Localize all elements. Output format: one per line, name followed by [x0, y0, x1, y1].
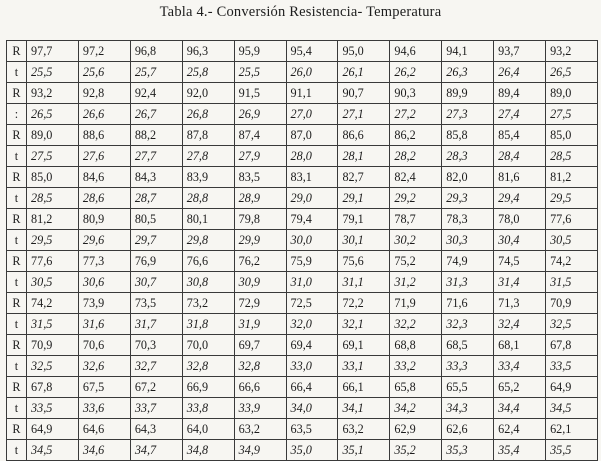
temperature-cell: 31,5 — [546, 272, 598, 293]
resistance-cell: 67,8 — [27, 377, 79, 398]
table-row — [7, 272, 598, 293]
row-label: R — [7, 167, 27, 188]
table-title: Tabla 4.- Conversión Resistencia- Temperatura — [159, 4, 442, 20]
resistance-cell: 89,0 — [27, 125, 79, 146]
row-label: R — [7, 293, 27, 314]
resistance-cell: 72,5 — [286, 293, 338, 314]
resistance-cell: 79,1 — [338, 209, 390, 230]
resistance-cell: 78,3 — [442, 209, 494, 230]
resistance-cell: 89,4 — [494, 83, 546, 104]
resistance-cell: 63,2 — [338, 419, 390, 440]
resistance-cell: 89,9 — [442, 83, 494, 104]
temperature-cell: 25,5 — [27, 62, 79, 83]
temperature-cell: 28,6 — [78, 188, 130, 209]
temperature-cell: 29,6 — [78, 230, 130, 251]
row-label: t — [7, 62, 27, 83]
temperature-cell: 34,8 — [182, 440, 234, 461]
temperature-cell: 35,2 — [390, 440, 442, 461]
resistance-cell: 72,2 — [338, 293, 390, 314]
resistance-cell: 67,2 — [130, 377, 182, 398]
resistance-cell: 80,1 — [182, 209, 234, 230]
temperature-cell: 33,2 — [390, 356, 442, 377]
temperature-cell: 35,1 — [338, 440, 390, 461]
row-label: t — [7, 188, 27, 209]
temperature-cell: 30,5 — [27, 272, 79, 293]
resistance-cell: 69,7 — [234, 335, 286, 356]
temperature-cell: 26,2 — [390, 62, 442, 83]
temperature-cell: 32,8 — [234, 356, 286, 377]
temperature-cell: 31,5 — [27, 314, 79, 335]
row-label: R — [7, 209, 27, 230]
temperature-cell: 28,7 — [130, 188, 182, 209]
temperature-cell: 28,5 — [27, 188, 79, 209]
temperature-cell: 27,1 — [338, 104, 390, 125]
resistance-cell: 82,7 — [338, 167, 390, 188]
resistance-cell: 64,0 — [182, 419, 234, 440]
temperature-cell: 34,9 — [234, 440, 286, 461]
resistance-cell: 62,6 — [442, 419, 494, 440]
resistance-cell: 92,8 — [78, 83, 130, 104]
table-row — [7, 62, 598, 83]
resistance-cell: 96,3 — [182, 41, 234, 62]
resistance-cell: 71,9 — [390, 293, 442, 314]
resistance-cell: 96,8 — [130, 41, 182, 62]
resistance-cell: 71,6 — [442, 293, 494, 314]
resistance-cell: 79,4 — [286, 209, 338, 230]
resistance-cell: 82,0 — [442, 167, 494, 188]
temperature-cell: 34,1 — [338, 398, 390, 419]
row-label: R — [7, 83, 27, 104]
temperature-cell: 28,5 — [546, 146, 598, 167]
temperature-cell: 30,3 — [442, 230, 494, 251]
table-row — [7, 251, 598, 272]
temperature-cell: 30,2 — [390, 230, 442, 251]
resistance-cell: 80,5 — [130, 209, 182, 230]
resistance-cell: 85,8 — [442, 125, 494, 146]
temperature-cell: 32,0 — [286, 314, 338, 335]
table-row — [7, 377, 598, 398]
row-label: R — [7, 125, 27, 146]
temperature-cell: 33,7 — [130, 398, 182, 419]
temperature-cell: 27,0 — [286, 104, 338, 125]
temperature-cell: 27,8 — [182, 146, 234, 167]
temperature-cell: 28,0 — [286, 146, 338, 167]
resistance-cell: 86,6 — [338, 125, 390, 146]
table-row — [7, 314, 598, 335]
resistance-cell: 87,0 — [286, 125, 338, 146]
resistance-cell: 95,0 — [338, 41, 390, 62]
temperature-cell: 31,6 — [78, 314, 130, 335]
resistance-cell: 67,5 — [78, 377, 130, 398]
resistance-cell: 97,7 — [27, 41, 79, 62]
resistance-cell: 66,4 — [286, 377, 338, 398]
resistance-cell: 75,2 — [390, 251, 442, 272]
resistance-cell: 84,3 — [130, 167, 182, 188]
resistance-cell: 71,3 — [494, 293, 546, 314]
resistance-cell: 77,6 — [546, 209, 598, 230]
temperature-cell: 32,4 — [494, 314, 546, 335]
resistance-cell: 66,1 — [338, 377, 390, 398]
resistance-cell: 91,5 — [234, 83, 286, 104]
table-row — [7, 440, 598, 461]
temperature-cell: 28,1 — [338, 146, 390, 167]
resistance-cell: 66,9 — [182, 377, 234, 398]
table-row — [7, 356, 598, 377]
temperature-cell: 28,4 — [494, 146, 546, 167]
temperature-cell: 33,6 — [78, 398, 130, 419]
temperature-cell: 35,0 — [286, 440, 338, 461]
resistance-cell: 69,1 — [338, 335, 390, 356]
temperature-cell: 33,1 — [338, 356, 390, 377]
temperature-cell: 35,3 — [442, 440, 494, 461]
resistance-cell: 78,0 — [494, 209, 546, 230]
resistance-cell: 69,4 — [286, 335, 338, 356]
temperature-cell: 28,2 — [390, 146, 442, 167]
temperature-cell: 32,5 — [546, 314, 598, 335]
temperature-cell: 28,3 — [442, 146, 494, 167]
temperature-cell: 28,9 — [234, 188, 286, 209]
temperature-cell: 34,4 — [494, 398, 546, 419]
resistance-cell: 92,0 — [182, 83, 234, 104]
resistance-cell: 64,9 — [546, 377, 598, 398]
resistance-cell: 73,5 — [130, 293, 182, 314]
temperature-cell: 30,8 — [182, 272, 234, 293]
resistance-cell: 95,4 — [286, 41, 338, 62]
temperature-cell: 31,2 — [390, 272, 442, 293]
temperature-cell: 26,5 — [546, 62, 598, 83]
temperature-cell: 26,9 — [234, 104, 286, 125]
temperature-cell: 30,6 — [78, 272, 130, 293]
resistance-cell: 63,2 — [234, 419, 286, 440]
resistance-cell: 76,6 — [182, 251, 234, 272]
resistance-cell: 83,9 — [182, 167, 234, 188]
temperature-cell: 26,6 — [78, 104, 130, 125]
resistance-cell: 65,5 — [442, 377, 494, 398]
table-row — [7, 104, 598, 125]
temperature-cell: 32,1 — [338, 314, 390, 335]
resistance-cell: 86,2 — [390, 125, 442, 146]
row-label: t — [7, 398, 27, 419]
temperature-cell: 32,7 — [130, 356, 182, 377]
resistance-cell: 70,9 — [27, 335, 79, 356]
table-row — [7, 398, 598, 419]
resistance-cell: 68,1 — [494, 335, 546, 356]
temperature-cell: 27,5 — [27, 146, 79, 167]
temperature-cell: 29,1 — [338, 188, 390, 209]
temperature-cell: 30,4 — [494, 230, 546, 251]
temperature-cell: 34,6 — [78, 440, 130, 461]
resistance-cell: 93,7 — [494, 41, 546, 62]
temperature-cell: 30,9 — [234, 272, 286, 293]
resistance-cell: 88,6 — [78, 125, 130, 146]
temperature-cell: 29,4 — [494, 188, 546, 209]
resistance-cell: 87,4 — [234, 125, 286, 146]
temperature-cell: 27,4 — [494, 104, 546, 125]
temperature-cell: 26,4 — [494, 62, 546, 83]
resistance-cell: 81,2 — [27, 209, 79, 230]
resistance-cell: 79,8 — [234, 209, 286, 230]
temperature-cell: 29,0 — [286, 188, 338, 209]
resistance-cell: 62,9 — [390, 419, 442, 440]
table-row — [7, 83, 598, 104]
resistance-cell: 85,0 — [546, 125, 598, 146]
temperature-cell: 26,7 — [130, 104, 182, 125]
temperature-cell: 31,4 — [494, 272, 546, 293]
temperature-cell: 33,4 — [494, 356, 546, 377]
resistance-cell: 83,1 — [286, 167, 338, 188]
resistance-cell: 70,6 — [78, 335, 130, 356]
temperature-cell: 32,6 — [78, 356, 130, 377]
resistance-cell: 87,8 — [182, 125, 234, 146]
resistance-cell: 83,5 — [234, 167, 286, 188]
temperature-cell: 33,0 — [286, 356, 338, 377]
temperature-cell: 32,5 — [27, 356, 79, 377]
resistance-cell: 74,9 — [442, 251, 494, 272]
temperature-cell: 27,2 — [390, 104, 442, 125]
table-row — [7, 419, 598, 440]
resistance-cell: 62,1 — [546, 419, 598, 440]
temperature-cell: 34,5 — [27, 440, 79, 461]
resistance-cell: 81,6 — [494, 167, 546, 188]
resistance-cell: 68,8 — [390, 335, 442, 356]
temperature-cell: 31,1 — [338, 272, 390, 293]
resistance-cell: 80,9 — [78, 209, 130, 230]
row-label: R — [7, 377, 27, 398]
resistance-cell: 74,5 — [494, 251, 546, 272]
resistance-cell: 90,3 — [390, 83, 442, 104]
row-label: t — [7, 146, 27, 167]
temperature-cell: 33,5 — [27, 398, 79, 419]
row-label: t — [7, 230, 27, 251]
temperature-cell: 33,5 — [546, 356, 598, 377]
resistance-cell: 76,2 — [234, 251, 286, 272]
table-row — [7, 146, 598, 167]
table-row — [7, 125, 598, 146]
temperature-cell: 29,8 — [182, 230, 234, 251]
temperature-cell: 29,3 — [442, 188, 494, 209]
resistance-cell: 64,6 — [78, 419, 130, 440]
resistance-cell: 62,4 — [494, 419, 546, 440]
temperature-cell: 30,5 — [546, 230, 598, 251]
temperature-cell: 35,4 — [494, 440, 546, 461]
resistance-cell: 75,9 — [286, 251, 338, 272]
table-row — [7, 167, 598, 188]
resistance-cell: 81,2 — [546, 167, 598, 188]
row-label: R — [7, 251, 27, 272]
temperature-cell: 26,0 — [286, 62, 338, 83]
temperature-cell: 34,3 — [442, 398, 494, 419]
temperature-cell: 31,0 — [286, 272, 338, 293]
temperature-cell: 30,0 — [286, 230, 338, 251]
table-row — [7, 41, 598, 62]
resistance-cell: 70,0 — [182, 335, 234, 356]
temperature-cell: 29,7 — [130, 230, 182, 251]
resistance-cell: 93,2 — [27, 83, 79, 104]
temperature-cell: 27,9 — [234, 146, 286, 167]
temperature-cell: 31,8 — [182, 314, 234, 335]
temperature-cell: 34,2 — [390, 398, 442, 419]
resistance-cell: 94,1 — [442, 41, 494, 62]
resistance-cell: 68,5 — [442, 335, 494, 356]
resistance-cell: 77,6 — [27, 251, 79, 272]
resistance-cell: 95,9 — [234, 41, 286, 62]
temperature-cell: 30,1 — [338, 230, 390, 251]
resistance-cell: 77,3 — [78, 251, 130, 272]
temperature-cell: 34,0 — [286, 398, 338, 419]
temperature-cell: 25,8 — [182, 62, 234, 83]
conversion-table-body — [7, 41, 598, 461]
temperature-cell: 26,8 — [182, 104, 234, 125]
resistance-cell: 63,5 — [286, 419, 338, 440]
resistance-cell: 85,4 — [494, 125, 546, 146]
temperature-cell: 34,7 — [130, 440, 182, 461]
row-label: R — [7, 419, 27, 440]
row-label: : — [7, 104, 27, 125]
resistance-cell: 90,7 — [338, 83, 390, 104]
resistance-cell: 92,4 — [130, 83, 182, 104]
resistance-cell: 66,6 — [234, 377, 286, 398]
row-label: t — [7, 314, 27, 335]
resistance-cell: 70,9 — [546, 293, 598, 314]
temperature-cell: 32,2 — [390, 314, 442, 335]
temperature-cell: 33,3 — [442, 356, 494, 377]
temperature-cell: 29,5 — [546, 188, 598, 209]
temperature-cell: 31,3 — [442, 272, 494, 293]
resistance-cell: 78,7 — [390, 209, 442, 230]
resistance-cell: 93,2 — [546, 41, 598, 62]
resistance-cell: 67,8 — [546, 335, 598, 356]
resistance-cell: 72,9 — [234, 293, 286, 314]
conversion-table — [6, 40, 598, 461]
temperature-cell: 29,9 — [234, 230, 286, 251]
temperature-cell: 27,5 — [546, 104, 598, 125]
temperature-cell: 28,8 — [182, 188, 234, 209]
table-row — [7, 188, 598, 209]
resistance-cell: 65,2 — [494, 377, 546, 398]
resistance-cell: 94,6 — [390, 41, 442, 62]
resistance-cell: 88,2 — [130, 125, 182, 146]
resistance-cell: 84,6 — [78, 167, 130, 188]
temperature-cell: 26,3 — [442, 62, 494, 83]
resistance-cell: 89,0 — [546, 83, 598, 104]
resistance-cell: 65,8 — [390, 377, 442, 398]
temperature-cell: 27,7 — [130, 146, 182, 167]
temperature-cell: 32,3 — [442, 314, 494, 335]
temperature-cell: 29,5 — [27, 230, 79, 251]
temperature-cell: 25,7 — [130, 62, 182, 83]
temperature-cell: 33,8 — [182, 398, 234, 419]
row-label: t — [7, 272, 27, 293]
row-label: R — [7, 335, 27, 356]
resistance-cell: 85,0 — [27, 167, 79, 188]
temperature-cell: 26,5 — [27, 104, 79, 125]
temperature-cell: 33,9 — [234, 398, 286, 419]
temperature-cell: 30,7 — [130, 272, 182, 293]
resistance-cell: 74,2 — [27, 293, 79, 314]
resistance-cell: 70,3 — [130, 335, 182, 356]
table-row — [7, 230, 598, 251]
resistance-cell: 97,2 — [78, 41, 130, 62]
resistance-cell: 73,9 — [78, 293, 130, 314]
temperature-cell: 27,3 — [442, 104, 494, 125]
resistance-cell: 75,6 — [338, 251, 390, 272]
temperature-cell: 29,2 — [390, 188, 442, 209]
resistance-cell: 73,2 — [182, 293, 234, 314]
table-row — [7, 209, 598, 230]
temperature-cell: 31,9 — [234, 314, 286, 335]
temperature-cell: 25,5 — [234, 62, 286, 83]
resistance-cell: 74,2 — [546, 251, 598, 272]
temperature-cell: 31,7 — [130, 314, 182, 335]
temperature-cell: 34,5 — [546, 398, 598, 419]
resistance-cell: 82,4 — [390, 167, 442, 188]
row-label: t — [7, 440, 27, 461]
temperature-cell: 25,6 — [78, 62, 130, 83]
temperature-cell: 27,6 — [78, 146, 130, 167]
row-label: t — [7, 356, 27, 377]
resistance-cell: 91,1 — [286, 83, 338, 104]
temperature-cell: 35,5 — [546, 440, 598, 461]
temperature-cell: 32,8 — [182, 356, 234, 377]
temperature-cell: 26,1 — [338, 62, 390, 83]
resistance-cell: 76,9 — [130, 251, 182, 272]
resistance-cell: 64,3 — [130, 419, 182, 440]
table-row — [7, 335, 598, 356]
table-row — [7, 293, 598, 314]
row-label: R — [7, 41, 27, 62]
resistance-cell: 64,9 — [27, 419, 79, 440]
